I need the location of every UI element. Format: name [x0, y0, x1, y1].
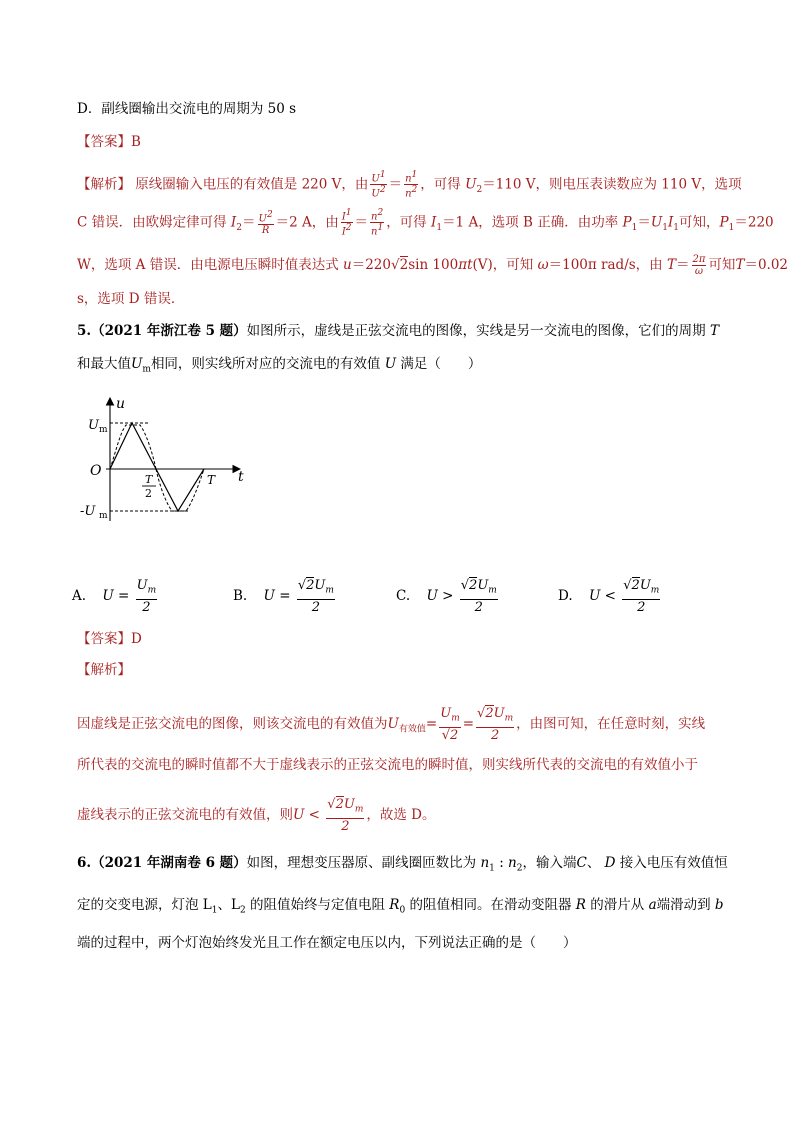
q5-waveform-figure: [80, 393, 260, 528]
q6-stem-line-3: 端的过程中，两个灯泡始终发光且工作在额定电压以内，下列说法正确的是（ ）: [77, 935, 577, 951]
um-label: U: [88, 418, 99, 433]
analysis-label: 【解析】: [77, 176, 131, 193]
q6-stem-line-1: 6.（2021 年湖南卷 6 题）如图，理想变压器原、副线圈匝数比为 $n_1$ : $n_2$，输入端C、 D 接入电压有效值恒: [77, 855, 728, 874]
half-period-num: T: [145, 473, 153, 486]
q5-analysis-line-2: 所代表的交流电的瞬时值都不大于虚线表示的正弦交流电的瞬时值，则实线所代表的交流电的有效值小于: [77, 757, 698, 773]
sine-dashed-positive: [110, 425, 156, 469]
q6-source: （2021 年湖南卷 6 题）: [91, 855, 247, 871]
axis-u-label: u: [116, 396, 126, 412]
q4-analysis-line-1: 【解析】 原线圈输入电压的有效值是 220 V，由 $\frac{U^1}{U^2}$ ＝ $\frac{n^1}{n^2}$ ，可得 $U_2=110$ V，则电压表读数应为 110 V，选项: [77, 170, 742, 200]
q5-option-c: C. U > $\frac{√2U_m}{2}$: [396, 578, 497, 615]
half-period-den: 2: [145, 487, 152, 500]
q5-source: （2021 年浙江卷 5 题）: [91, 323, 247, 339]
q4-option-d: D．副线圈输出交流电的周期为 50 s: [77, 101, 297, 117]
q6-stem-line-2: 定的交变电源，灯泡 $L_1$、$L_2$ 的阻值始终与定值电阻 $R_0$ 的阻值相同。在滑动变阻器 R 的滑片从 a端滑动到 b: [77, 897, 724, 916]
q5-analysis-label: 【解析】: [77, 662, 131, 678]
um-sub: m: [99, 425, 108, 435]
q4-analysis-line-2: C 错误．由欧姆定律可得 $I_2=$ $\frac{U^2}{R}$ ＝2 A，由 $\frac{I^1}{I^2}$ ＝ $\frac{n^2}{n^1}$ ，可得 $I_1=1$ A，选项 B 正确．由功率 $P_1=U_1I_1$可知，$P_1=220$: [77, 208, 774, 238]
q5-stem-line-2: 和最大值$U_m$相同，则实线所对应的交流电的有效值 U 满足（ ）: [77, 356, 482, 375]
q5-analysis-line-1: 因虚线是正弦交流电的图像，则该交流电的有效值为$U_{有效值}=$ $\frac{U_m}{√2}$ = $\frac{√2U_m}{2}$ ，由图可知，在任意时刻，实线: [77, 706, 706, 743]
q5-number: 5.: [77, 323, 92, 339]
neg-um-sub: m: [99, 511, 108, 521]
q5-stem-line-1: 5.（2021 年浙江卷 5 题）如图所示，虚线是正弦交流电的图像，实线是另一交流电的图像，它们的周期 T: [77, 323, 719, 339]
q5-option-b: B. U = $\frac{√2U_m}{2}$: [233, 578, 334, 615]
origin-label: O: [90, 463, 102, 479]
q4-answer: 【答案】B: [77, 134, 141, 150]
q4-analysis-line-4: s，选项 D 错误．: [77, 291, 185, 307]
sine-dashed-negative: [156, 469, 204, 511]
q5-option-d: D. U < $\frac{√2U_m}{2}$: [558, 578, 660, 615]
q5-analysis-line-3: 虚线表示的正弦交流电的有效值，则U < $\frac{√2U_m}{2}$ ，故选 D。: [77, 797, 436, 834]
neg-um-label: -U: [80, 504, 96, 519]
q4-analysis-line-3: W，选项 A 错误．由电源电压瞬时值表达式 u＝220√2sin 100πt(V)，可知 ω＝100π rad/s，由 T＝ $\frac{2\pi}{\omega}$ 可知T＝0.02: [77, 254, 789, 277]
q5-answer: 【答案】D: [77, 631, 142, 647]
period-label: T: [207, 473, 216, 487]
triangle-wave-solid: [110, 423, 204, 511]
axis-t-label: t: [238, 469, 244, 485]
q5-option-a: A. U = $\frac{U_m}{2}$: [72, 578, 157, 615]
q6-number: 6.: [77, 855, 92, 871]
